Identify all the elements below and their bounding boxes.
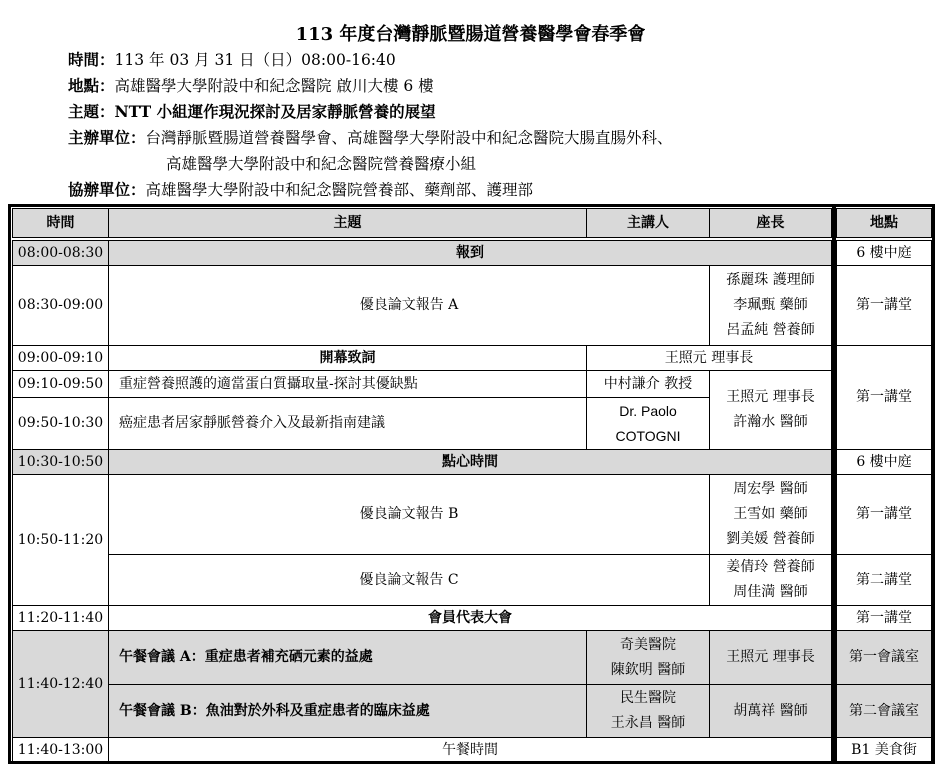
organizer-value-1: 台灣靜脈暨腸道營養醫學會、高雄醫學大學附設中和紀念醫院大腸直腸外科、: [145, 129, 673, 147]
r4-speaker: 中村謙介 教授: [586, 370, 710, 398]
r2-venue: 第一講堂: [836, 265, 932, 346]
r8-venue: 第一講堂: [836, 605, 932, 631]
r2-chair-3: 呂孟純 營養師: [726, 322, 815, 338]
topic-label: 主題：: [68, 102, 115, 121]
place-line: [68, 76, 434, 96]
r9-speaker-b-line-1: 民生醫院: [620, 690, 676, 706]
r7-venue-b: 第一講堂: [836, 474, 932, 555]
venue-column-divider: [832, 204, 836, 764]
r9-speaker-a: [586, 630, 710, 685]
r4-r5-chair-1: 王照元 理事長: [726, 389, 815, 405]
co-organizer-line: [68, 180, 533, 200]
r7-topic-b: 優良論文報告 B: [108, 474, 710, 555]
r5-topic: 癌症患者居家靜脈營養介入及最新指南建議: [108, 397, 587, 450]
r9-venue-b: 第二會議室: [836, 684, 932, 738]
r9-time: 11:40-12:40: [12, 630, 109, 738]
r7-venue-c: 第二講堂: [836, 554, 932, 606]
header-speaker: 主講人: [586, 208, 710, 238]
organizer-label: 主辦單位：: [68, 128, 146, 147]
co-organizer-label: 協辦單位：: [68, 180, 146, 199]
r4-topic: 重症營養照護的適當蛋白質攝取量-探討其優缺點: [108, 370, 587, 398]
page-title: 113 年度台灣靜脈暨腸道營養醫學會春季會: [295, 24, 646, 45]
time-value: 113 年 03 月 31 日（日）08:00-16:40: [114, 51, 396, 69]
r7-time: 10:50-11:20: [12, 474, 109, 606]
r1-venue: 6 樓中庭: [836, 240, 932, 266]
r9-chair-a: 王照元 理事長: [709, 630, 832, 685]
r9-speaker-a-line-1: 奇美醫院: [620, 636, 676, 653]
r5-time: 09:50-10:30: [12, 397, 109, 450]
r8-topic: 會員代表大會: [108, 605, 832, 631]
r5-speaker-line-1: Dr. Paolo: [619, 402, 677, 419]
r4-r5-chairs: [709, 370, 832, 450]
r10-time: 11:40-13:00: [12, 737, 109, 763]
time-label: 時間：: [68, 50, 115, 69]
r1-time: 08:00-08:30: [12, 240, 109, 266]
r9-speaker-b: [586, 684, 710, 738]
time-line: [68, 50, 396, 70]
r3-r5-venue: 第一講堂: [836, 345, 932, 450]
r1-topic: 報到: [108, 240, 832, 266]
r2-chair-2: 李珮甄 藥師: [733, 297, 808, 313]
topic-line: [68, 102, 436, 122]
r2-topic: 優良論文報告 A: [108, 265, 710, 346]
r7-topic-c: 優良論文報告 C: [108, 554, 710, 606]
r7-chairs-c: [709, 554, 832, 606]
r7-chair-c-2: 周佳満 醫師: [733, 584, 808, 600]
organizer-value-2: 高雄醫學大學附設中和紀念醫院營養醫療小組: [166, 155, 477, 173]
r6-time: 10:30-10:50: [12, 449, 109, 475]
r4-r5-chair-2: 許瀚水 醫師: [733, 414, 808, 430]
r6-topic: 點心時間: [108, 449, 832, 475]
r9-chair-b: 胡萬祥 醫師: [709, 684, 832, 738]
r7-chair-b-3: 劉美媛 營養師: [726, 531, 815, 547]
r2-time: 08:30-09:00: [12, 265, 109, 346]
r7-chair-c-1: 姜倩玲 營養師: [726, 559, 815, 575]
r5-speaker-line-2: COTOGNI: [615, 427, 681, 444]
topic-value: NTT 小組運作現況探討及居家靜脈營養的展望: [114, 102, 436, 121]
place-label: 地點：: [68, 76, 115, 95]
r7-chairs-b: [709, 474, 832, 555]
r9-topic-b: 午餐會議 B：魚油對於外科及重症患者的臨床益處: [108, 684, 587, 738]
header-topic: 主題: [108, 208, 587, 238]
r9-topic-a: 午餐會議 A：重症患者補充硒元素的益處: [108, 630, 587, 685]
header-time: 時間: [12, 208, 109, 238]
co-organizer-value: 高雄醫學大學附設中和紀念醫院營養部、藥劑部、護理部: [145, 181, 534, 199]
r9-speaker-a-line-2: 陳欽明 醫師: [610, 661, 686, 678]
r9-venue-a: 第一會議室: [836, 630, 932, 685]
r9-speaker-b-line-2: 王永昌 醫師: [610, 715, 686, 731]
organizer-line: [68, 128, 673, 148]
r6-venue: 6 樓中庭: [836, 449, 932, 475]
r3-topic: 開幕致詞: [108, 345, 587, 371]
r8-time: 11:20-11:40: [12, 605, 109, 631]
header-venue: 地點: [836, 208, 932, 238]
r4-time: 09:10-09:50: [12, 370, 109, 398]
r2-chair-1: 孫麗珠 護理師: [726, 272, 815, 288]
r3-speaker: 王照元 理事長: [586, 345, 832, 371]
header-chair: 座長: [709, 208, 832, 238]
r5-speaker: [586, 397, 710, 450]
r10-topic: 午餐時間: [108, 737, 832, 763]
r7-chair-b-1: 周宏學 醫師: [733, 481, 808, 497]
r7-chair-b-2: 王雪如 藥師: [733, 506, 808, 522]
r2-chairs: [709, 265, 832, 346]
place-value: 高雄醫學大學附設中和紀念醫院 啟川大樓 6 樓: [114, 77, 434, 95]
r10-venue: B1 美食街: [836, 737, 932, 763]
r3-time: 09:00-09:10: [12, 345, 109, 371]
